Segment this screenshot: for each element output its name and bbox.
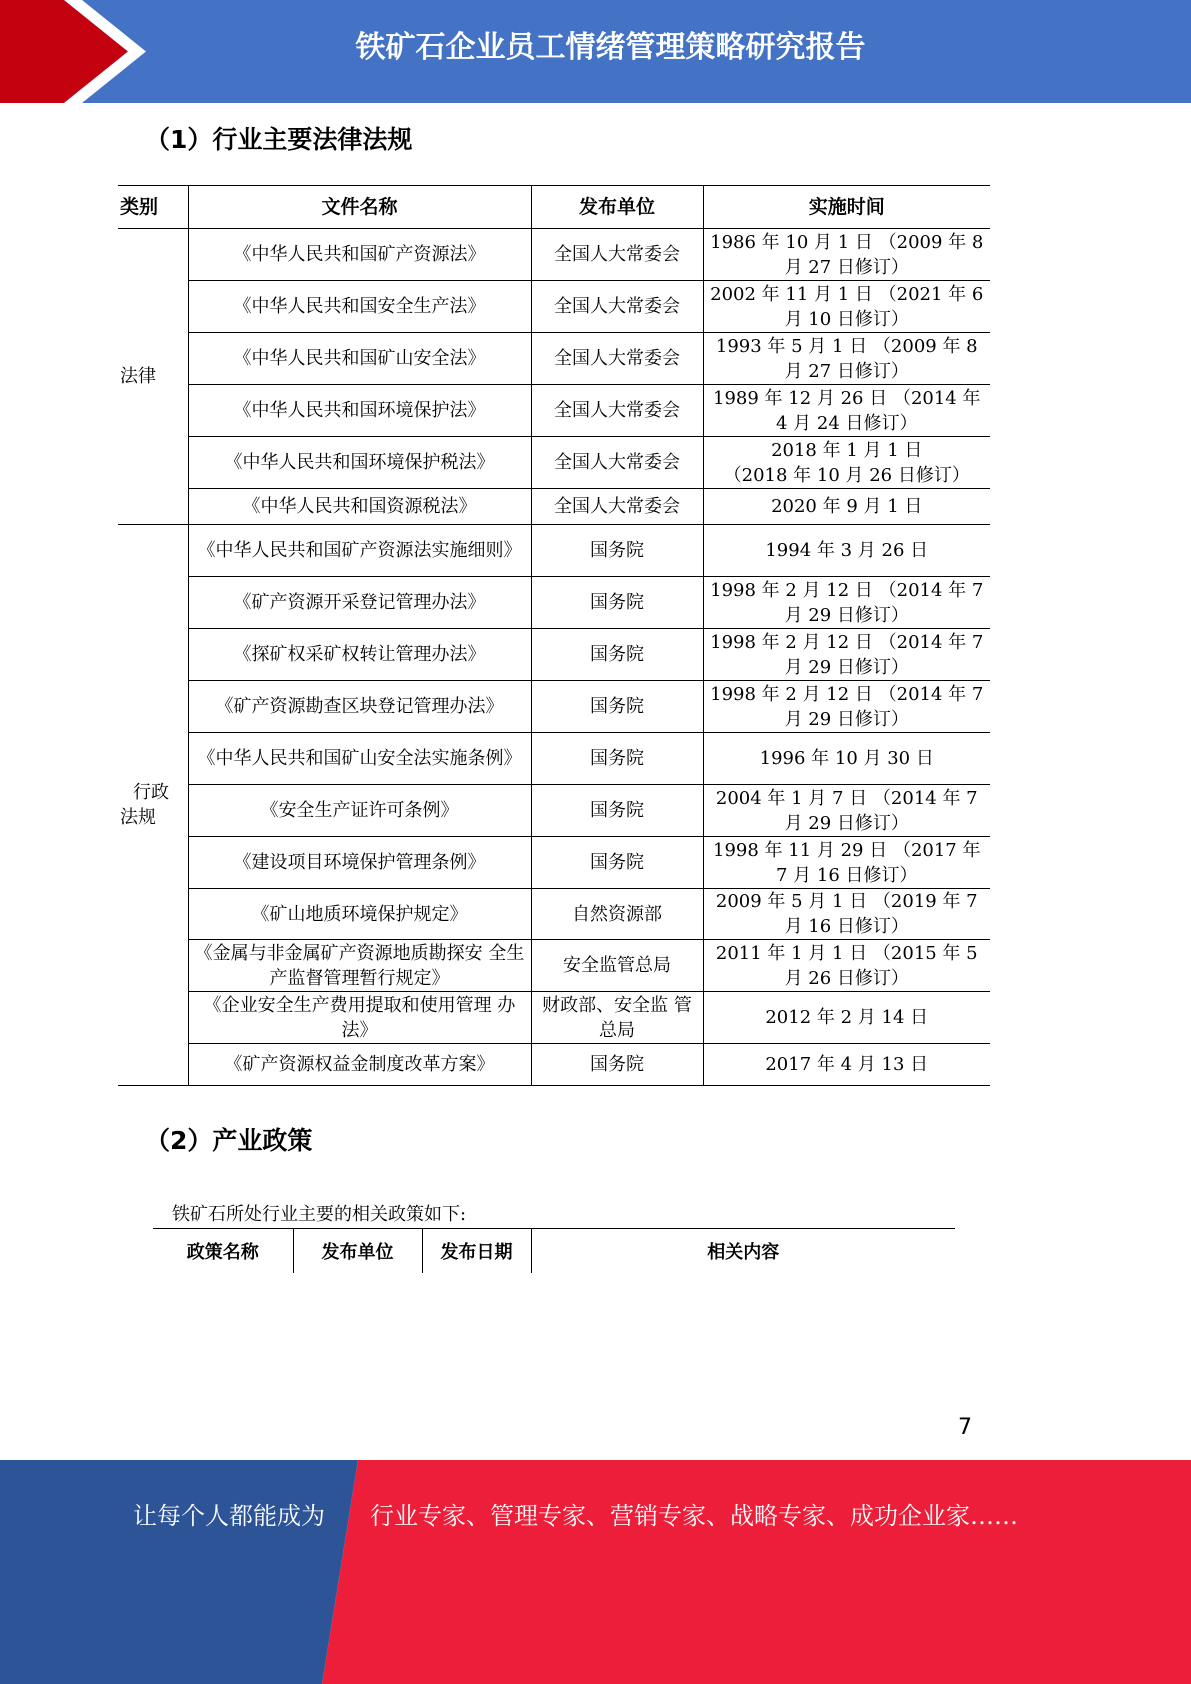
column-header-issue-date: 发布日期 — [422, 1229, 531, 1273]
effective-date-cell: 2002 年 11 月 1 日 （2021 年 6 月 10 日修订） — [703, 281, 990, 333]
footer-slogan-right: 行业专家、管理专家、营销专家、战略专家、成功企业家…… — [370, 1502, 1018, 1530]
issuer-cell: 国务院 — [531, 525, 703, 577]
table-header-row — [153, 1229, 955, 1273]
table-row — [118, 681, 990, 733]
document-name-cell: 《金属与非金属矿产资源地质勘探安 全生产监督管理暂行规定》 — [188, 940, 531, 992]
issuer-cell: 财政部、安全监 管总局 — [531, 992, 703, 1044]
column-header-category: 类别 — [118, 186, 188, 229]
effective-date-cell: 1993 年 5 月 1 日 （2009 年 8 月 27 日修订） — [703, 333, 990, 385]
issuer-cell: 全国人大常委会 — [531, 489, 703, 525]
document-name-cell: 《安全生产证许可条例》 — [188, 785, 531, 837]
document-name-cell: 《矿山地质环境保护规定》 — [188, 889, 531, 940]
document-name-cell: 《中华人民共和国矿山安全法》 — [188, 333, 531, 385]
issuer-cell: 国务院 — [531, 629, 703, 681]
table-row — [118, 992, 990, 1044]
table-row — [118, 385, 990, 437]
effective-date-cell: 1998 年 2 月 12 日 （2014 年 7 月 29 日修订） — [703, 577, 990, 629]
section-heading-laws: （1）行业主要法律法规 — [145, 125, 413, 154]
table-row — [118, 940, 990, 992]
issuer-cell: 国务院 — [531, 681, 703, 733]
table-row — [118, 733, 990, 785]
report-title: 铁矿石企业员工情绪管理策略研究报告 — [355, 30, 866, 65]
page-number: 7 — [958, 1415, 972, 1440]
table-row — [118, 489, 990, 525]
category-cell: 法律 — [118, 229, 188, 525]
table-row — [118, 629, 990, 681]
document-name-cell: 《中华人民共和国环境保护法》 — [188, 385, 531, 437]
section-heading-policies: （2）产业政策 — [145, 1126, 313, 1155]
issuer-cell: 全国人大常委会 — [531, 385, 703, 437]
document-name-cell: 《建设项目环境保护管理条例》 — [188, 837, 531, 889]
issuer-cell: 国务院 — [531, 577, 703, 629]
document-name-cell: 《探矿权采矿权转让管理办法》 — [188, 629, 531, 681]
table-row — [118, 837, 990, 889]
table-row — [118, 437, 990, 489]
table-row — [118, 333, 990, 385]
issuer-cell: 国务院 — [531, 837, 703, 889]
issuer-cell: 全国人大常委会 — [531, 229, 703, 281]
table-row — [118, 525, 990, 577]
effective-date-cell: 1998 年 2 月 12 日 （2014 年 7 月 29 日修订） — [703, 681, 990, 733]
effective-date-cell: 1989 年 12 月 26 日 （2014 年 4 月 24 日修订） — [703, 385, 990, 437]
issuer-cell: 全国人大常委会 — [531, 333, 703, 385]
document-name-cell: 《矿产资源勘查区块登记管理办法》 — [188, 681, 531, 733]
footer-banner — [0, 1460, 1191, 1684]
effective-date-cell: 1986 年 10 月 1 日 （2009 年 8 月 27 日修订） — [703, 229, 990, 281]
column-header-issuer: 发布单位 — [531, 186, 703, 229]
document-name-cell: 《企业安全生产费用提取和使用管理 办法》 — [188, 992, 531, 1044]
document-name-cell: 《中华人民共和国矿产资源法》 — [188, 229, 531, 281]
issuer-cell: 国务院 — [531, 785, 703, 837]
footer-background — [0, 1460, 1191, 1684]
laws-table — [118, 185, 990, 1086]
issuer-cell: 安全监管总局 — [531, 940, 703, 992]
effective-date-cell: 1998 年 11 月 29 日 （2017 年 7 月 16 日修订） — [703, 837, 990, 889]
document-name-cell: 《矿产资源权益金制度改革方案》 — [188, 1044, 531, 1086]
document-name-cell: 《中华人民共和国环境保护税法》 — [188, 437, 531, 489]
issuer-cell: 全国人大常委会 — [531, 437, 703, 489]
document-name-cell: 《中华人民共和国安全生产法》 — [188, 281, 531, 333]
issuer-cell: 自然资源部 — [531, 889, 703, 940]
header-banner — [0, 0, 1191, 103]
category-cell: 行政法规 — [118, 525, 188, 1086]
effective-date-cell: 1996 年 10 月 30 日 — [703, 733, 990, 785]
effective-date-cell: 2020 年 9 月 1 日 — [703, 489, 990, 525]
effective-date-cell: 1998 年 2 月 12 日 （2014 年 7 月 29 日修订） — [703, 629, 990, 681]
document-name-cell: 《中华人民共和国资源税法》 — [188, 489, 531, 525]
table-row — [118, 785, 990, 837]
document-name-cell: 《中华人民共和国矿产资源法实施细则》 — [188, 525, 531, 577]
policies-table — [153, 1228, 955, 1273]
column-header-content: 相关内容 — [531, 1229, 955, 1273]
table-row — [118, 1044, 990, 1086]
document-name-cell: 《中华人民共和国矿山安全法实施条例》 — [188, 733, 531, 785]
effective-date-cell: 2011 年 1 月 1 日 （2015 年 5 月 26 日修订） — [703, 940, 990, 992]
issuer-cell: 全国人大常委会 — [531, 281, 703, 333]
issuer-cell: 国务院 — [531, 733, 703, 785]
effective-date-cell: 2012 年 2 月 14 日 — [703, 992, 990, 1044]
table-row — [118, 889, 990, 940]
effective-date-cell: 2017 年 4 月 13 日 — [703, 1044, 990, 1086]
effective-date-cell: 2018 年 1 月 1 日 （2018 年 10 月 26 日修订） — [703, 437, 990, 489]
table-header-row — [118, 186, 990, 229]
document-name-cell: 《矿产资源开采登记管理办法》 — [188, 577, 531, 629]
effective-date-cell: 2004 年 1 月 7 日 （2014 年 7 月 29 日修订） — [703, 785, 990, 837]
table-row — [118, 281, 990, 333]
effective-date-cell: 2009 年 5 月 1 日 （2019 年 7 月 16 日修订） — [703, 889, 990, 940]
issuer-cell: 国务院 — [531, 1044, 703, 1086]
table-row — [118, 577, 990, 629]
footer-slogan-left: 让每个人都能成为 — [133, 1502, 325, 1530]
column-header-policy-name: 政策名称 — [153, 1229, 293, 1273]
column-header-effective-date: 实施时间 — [703, 186, 990, 229]
policy-intro-text: 铁矿石所处行业主要的相关政策如下: — [172, 1204, 467, 1225]
effective-date-cell: 1994 年 3 月 26 日 — [703, 525, 990, 577]
table-row — [118, 229, 990, 281]
column-header-issuer: 发布单位 — [293, 1229, 422, 1273]
column-header-document-name: 文件名称 — [188, 186, 531, 229]
